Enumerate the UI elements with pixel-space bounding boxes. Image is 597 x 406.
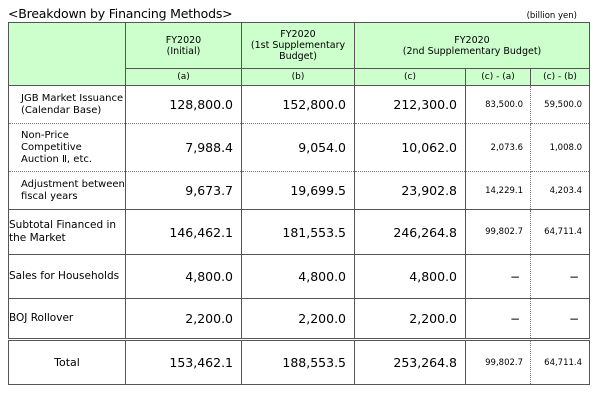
table-row bbox=[9, 124, 590, 172]
cell-b: 4,800.0 bbox=[242, 255, 355, 299]
cell-b: 181,553.5 bbox=[242, 210, 355, 255]
cell-c-minus-b: 64,711.4 bbox=[531, 210, 590, 255]
cell-c-minus-a: 2,073.6 bbox=[466, 124, 531, 172]
row-label: Total bbox=[9, 340, 126, 385]
cell-c: 246,264.8 bbox=[355, 210, 466, 255]
cell-c: 253,264.8 bbox=[355, 340, 466, 385]
header-fy2020-2nd-supplementary: FY2020 (2nd Supplementary Budget) bbox=[355, 23, 590, 69]
row-label: BOJ Rollover bbox=[9, 299, 126, 340]
cell-b: 2,200.0 bbox=[242, 299, 355, 340]
cell-b: 188,553.5 bbox=[242, 340, 355, 385]
cell-b: 19,699.5 bbox=[242, 172, 355, 210]
row-label: Adjustment between fiscal years bbox=[9, 172, 126, 210]
table-row-total bbox=[9, 340, 590, 385]
subheader-b: (b) bbox=[242, 69, 355, 86]
cell-c-minus-b: 59,500.0 bbox=[531, 86, 590, 124]
table-caption: <Breakdown by Financing Methods> bbox=[8, 6, 233, 21]
cell-c: 4,800.0 bbox=[355, 255, 466, 299]
header-fy2020-initial: FY2020 (Initial) bbox=[126, 23, 242, 69]
table-row bbox=[9, 255, 590, 299]
subheader-c: (c) bbox=[355, 69, 466, 86]
financing-table bbox=[8, 22, 590, 385]
table-row bbox=[9, 172, 590, 210]
subheader-c-minus-a: (c) - (a) bbox=[466, 69, 531, 86]
unit-label: (billion yen) bbox=[526, 11, 577, 21]
cell-a: 2,200.0 bbox=[126, 299, 242, 340]
subheader-c-minus-b: (c) - (b) bbox=[531, 69, 590, 86]
cell-a: 128,800.0 bbox=[126, 86, 242, 124]
subheader-a: (a) bbox=[126, 69, 242, 86]
cell-c-minus-a: 99,802.7 bbox=[466, 210, 531, 255]
table-row bbox=[9, 299, 590, 340]
table-row bbox=[9, 86, 590, 124]
cell-a: 153,462.1 bbox=[126, 340, 242, 385]
cell-b: 152,800.0 bbox=[242, 86, 355, 124]
cell-a: 146,462.1 bbox=[126, 210, 242, 255]
cell-c-minus-b: 1,008.0 bbox=[531, 124, 590, 172]
row-label: JGB Market Issuance (Calendar Base) bbox=[9, 86, 126, 124]
cell-c: 10,062.0 bbox=[355, 124, 466, 172]
cell-c-minus-a: − bbox=[466, 255, 531, 299]
cell-c-minus-b: 4,203.4 bbox=[531, 172, 590, 210]
cell-c-minus-a: 14,229.1 bbox=[466, 172, 531, 210]
cell-a: 9,673.7 bbox=[126, 172, 242, 210]
cell-a: 7,988.4 bbox=[126, 124, 242, 172]
cell-c-minus-b: − bbox=[531, 299, 590, 340]
row-label: Subtotal Financed in the Market bbox=[9, 210, 126, 255]
cell-c: 2,200.0 bbox=[355, 299, 466, 340]
row-label: Non-Price Competitive Auction Ⅱ, etc. bbox=[9, 124, 126, 172]
row-label: Sales for Households bbox=[9, 255, 126, 299]
cell-c-minus-a: 83,500.0 bbox=[466, 86, 531, 124]
cell-b: 9,054.0 bbox=[242, 124, 355, 172]
cell-c-minus-b: 64,711.4 bbox=[531, 340, 590, 385]
cell-c: 212,300.0 bbox=[355, 86, 466, 124]
header-blank bbox=[9, 23, 126, 86]
cell-c-minus-b: − bbox=[531, 255, 590, 299]
cell-c-minus-a: 99,802.7 bbox=[466, 340, 531, 385]
cell-a: 4,800.0 bbox=[126, 255, 242, 299]
table-row bbox=[9, 210, 590, 255]
cell-c-minus-a: − bbox=[466, 299, 531, 340]
header-fy2020-1st-supplementary: FY2020 (1st Supplementary Budget) bbox=[242, 23, 355, 69]
cell-c: 23,902.8 bbox=[355, 172, 466, 210]
